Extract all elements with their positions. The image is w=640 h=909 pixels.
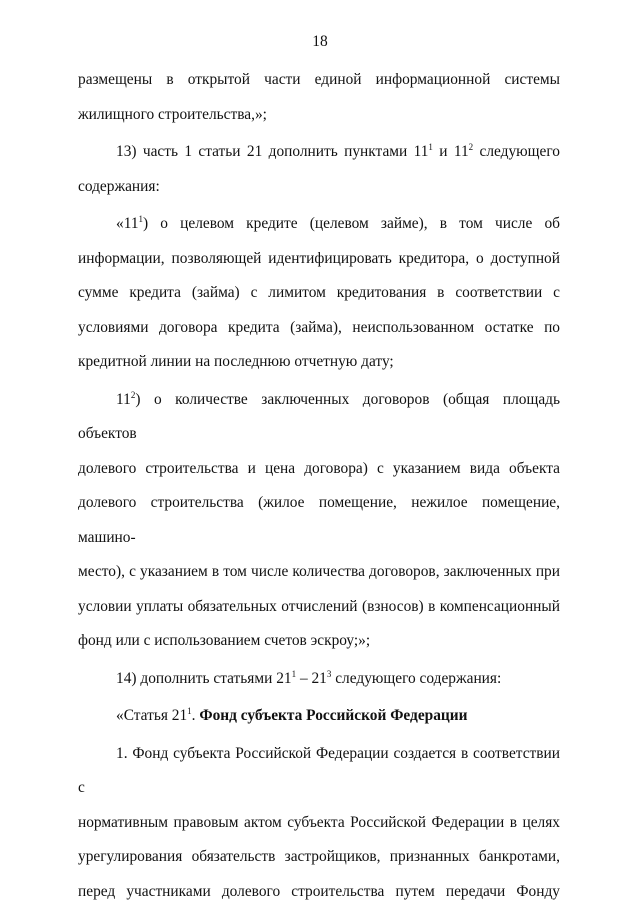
- amendment-item-14: [78, 662, 560, 697]
- paragraph-line: информации, позволяющей идентифицировать кредитора, о доступной: [78, 242, 560, 277]
- paragraph-line: перед участниками долевого строительства путем передачи Фонду: [78, 875, 560, 909]
- paragraph-line: содержания:: [78, 170, 560, 205]
- superscript: 3: [327, 669, 332, 679]
- superscript: 1: [428, 142, 433, 152]
- paragraph-line: долевого строительства (жилое помещение, нежилое помещение, машино-: [78, 486, 560, 555]
- text-run: 13) часть 1 статьи 21 дополнить пунктами 11: [116, 143, 428, 160]
- superscript: 1: [187, 706, 192, 716]
- text-run: .: [192, 707, 200, 724]
- paragraph-line: условии уплаты обязательных отчислений (взносов) в компенсационный: [78, 590, 560, 625]
- text-run: 14) дополнить статьями 21: [116, 670, 292, 687]
- text-run: 11: [116, 391, 131, 408]
- paragraph-line: место), с указанием в том числе количества договоров, заключенных при: [78, 555, 560, 590]
- text-run: следующего содержания:: [331, 670, 501, 687]
- page-number: 18: [0, 33, 640, 51]
- paragraph-line: размещены в открытой части единой информационной системы: [78, 63, 560, 98]
- amendment-item-13: [78, 135, 560, 170]
- paragraph-line: фонд или с использованием счетов эскроу;»;: [78, 624, 560, 659]
- superscript: 2: [469, 142, 474, 152]
- text-run: ) о количестве заключенных договоров (общая площадь объектов: [78, 391, 560, 443]
- paragraph-line: 1. Фонд субъекта Российской Федерации создается в соответствии с: [78, 737, 560, 806]
- point-11-1: [78, 207, 560, 242]
- paragraph-line: урегулирования обязательств застройщиков, признанных банкротами,: [78, 840, 560, 875]
- document-body: [78, 63, 560, 909]
- paragraph-line: кредитной линии на последнюю отчетную дату;: [78, 345, 560, 380]
- paragraph-line: нормативным правовым актом субъекта Российской Федерации в целях: [78, 806, 560, 841]
- paragraph-line: сумме кредита (займа) с лимитом кредитования в соответствии с: [78, 276, 560, 311]
- text-run: «11: [116, 215, 139, 232]
- text-run: ) о целевом кредите (целевом займе), в том числе об: [143, 215, 560, 232]
- paragraph-line: долевого строительства и цена договора) с указанием вида объекта: [78, 452, 560, 487]
- article-heading: [78, 699, 560, 734]
- superscript: 1: [139, 214, 144, 224]
- text-run: и 11: [433, 143, 469, 160]
- text-run: «Статья 21: [116, 707, 187, 724]
- superscript: 2: [131, 390, 136, 400]
- paragraph-line: жилищного строительства,»;: [78, 98, 560, 133]
- text-run: – 21: [296, 670, 327, 687]
- paragraph-line: условиями договора кредита (займа), неиспользованном остатке по: [78, 311, 560, 346]
- point-11-2: [78, 383, 560, 452]
- text-run: следующего: [473, 143, 560, 160]
- superscript: 1: [292, 669, 297, 679]
- article-title: Фонд субъекта Российской Федерации: [199, 707, 467, 724]
